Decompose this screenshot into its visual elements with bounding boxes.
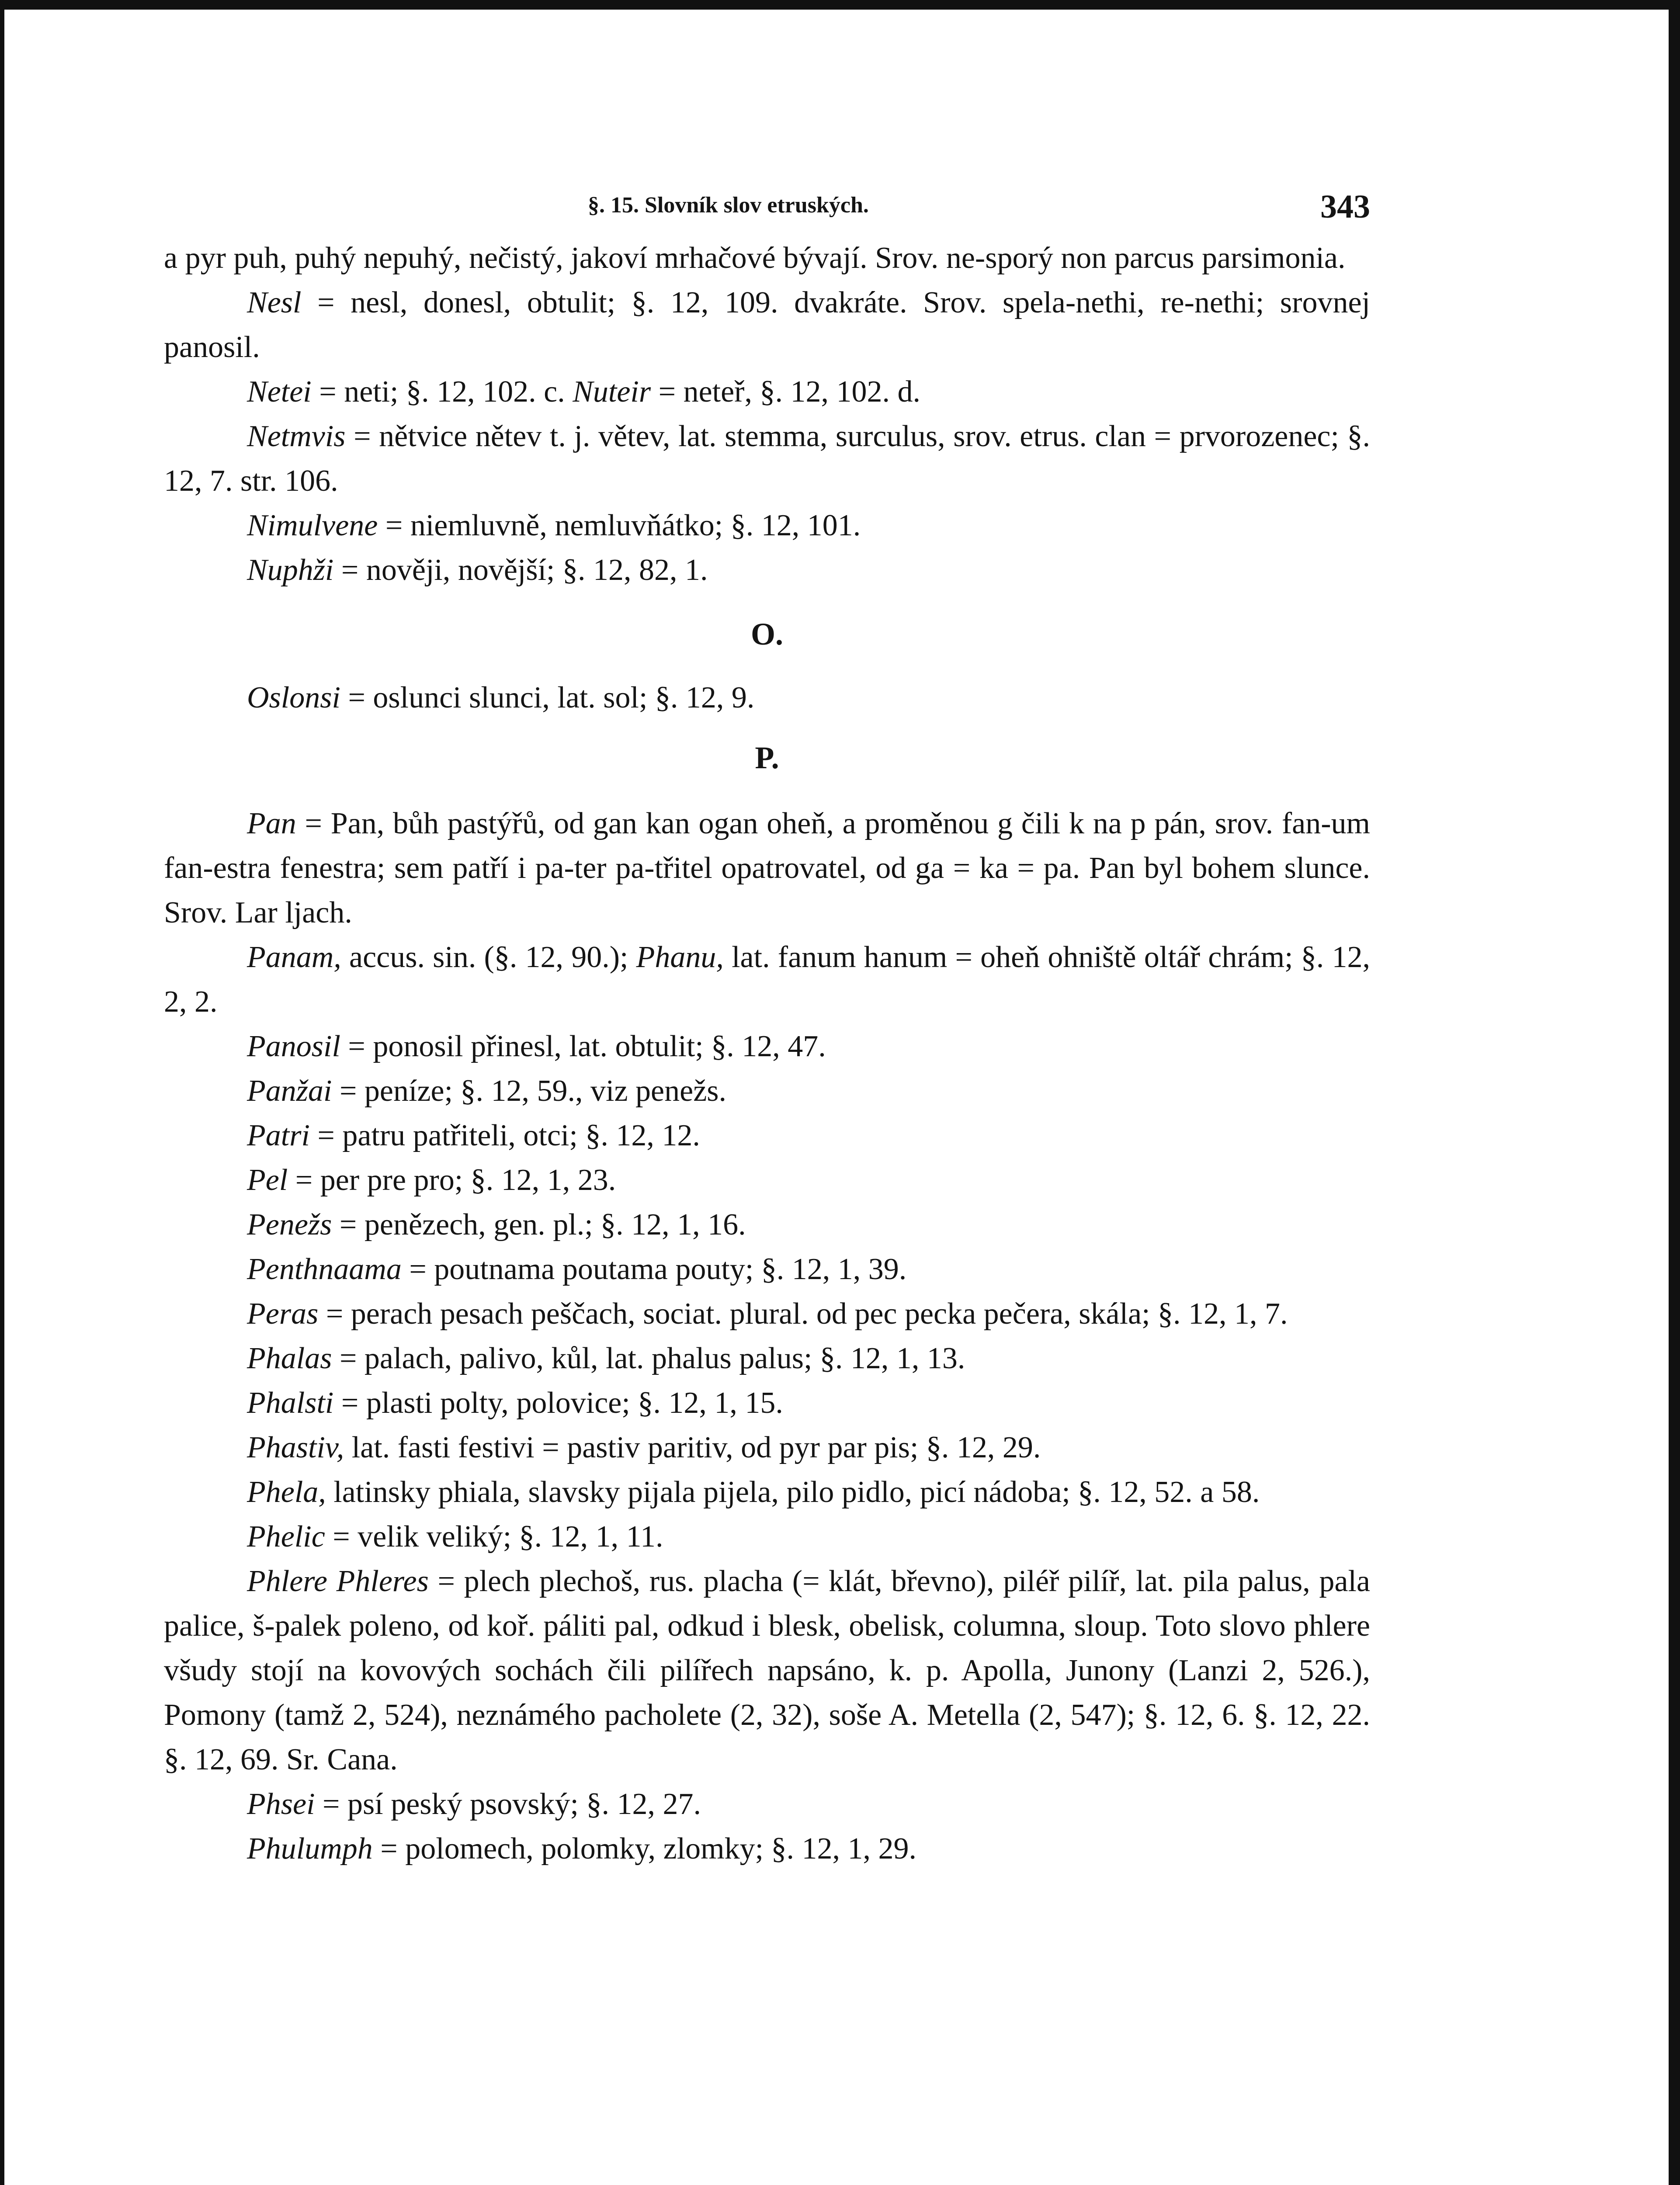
definition: = nověji, novější; §. 12, 82, 1. [333, 553, 708, 587]
definition: latinsky phiala, slavsky pijala pijela, pilo pidlo, picí nádoba; §. 12, 52. a 58. [326, 1475, 1260, 1509]
lemma: Penthnaama [247, 1252, 402, 1286]
lemma: Panosil [247, 1030, 340, 1063]
definition: = neti; §. 12, 102. c. [311, 375, 573, 409]
definition: = penězech, gen. pl.; §. 12, 1, 16. [332, 1208, 746, 1242]
lemma: Phela, [247, 1475, 326, 1509]
lemma: Phalsti [247, 1386, 334, 1420]
definition: = palach, palivo, kůl, lat. phalus palus; §. 12, 1, 13. [332, 1342, 965, 1375]
definition: accus. sin. (§. 12, 90.); [341, 940, 636, 974]
lemma: Phulumph [247, 1832, 373, 1866]
section-heading-o: O. [750, 617, 783, 652]
running-head: §. 15. Slovník slov etruských. [588, 193, 869, 218]
definition: = patru patřiteli, otci; §. 12, 12. [309, 1119, 700, 1152]
lemma: Peras [247, 1297, 319, 1331]
lemma: Oslonsi [247, 681, 340, 714]
lemma: Phanu, [636, 940, 724, 974]
entry-phsei [164, 1782, 1370, 1827]
entry-panam [164, 935, 1370, 1024]
entry-pel [164, 1158, 1370, 1203]
definition: lat. fasti festivi = pastiv paritiv, od pyr par pis; §. 12, 29. [344, 1431, 1041, 1464]
definition: lat. fanum hanum = oheň ohniště oltář chrám; §. 12, 2, 2. [164, 940, 1370, 1019]
lemma: Panam, [247, 940, 341, 974]
definition: = nesl, donesl, obtulit; §. 12, 109. dvakráte. Srov. spela-nethi, re-nethi; srovnej panosil. [164, 286, 1370, 364]
lemma: Nimulvene [247, 509, 378, 542]
section-heading-p: P. [755, 740, 779, 775]
entry-penezs [164, 1203, 1370, 1247]
page-number: 343 [1320, 188, 1370, 225]
entry-nuphzi [164, 548, 1370, 593]
entry-phelic [164, 1515, 1370, 1559]
lemma: Penežs [247, 1208, 332, 1242]
definition: = ponosil přinesl, lat. obtulit; §. 12, 47. [340, 1030, 826, 1063]
definition: = poutnama poutama pouty; §. 12, 1, 39. [401, 1252, 907, 1286]
entry-nesl [164, 281, 1370, 370]
definition: = polomech, polomky, zlomky; §. 12, 1, 29. [372, 1832, 917, 1866]
definition: = niemluvně, nemluvňátko; §. 12, 101. [378, 509, 861, 542]
entry-phulumph [164, 1827, 1370, 1871]
page-header [164, 188, 1370, 227]
entry-phela [164, 1470, 1370, 1515]
entry-penthnaama [164, 1247, 1370, 1292]
definition: = Pan, bůh pastýřů, od gan kan ogan oheň, a proměnou g čili k na p pán, srov. fan-um fan-estra fenestra; sem patří i pa-ter pa-třitel opatrovatel, od ga = ka = pa. Pan byl bohem slunce. Srov. Lar ljach. [164, 807, 1370, 929]
definition: = per pre pro; §. 12, 1, 23. [288, 1163, 616, 1197]
entry-netei [164, 370, 1370, 414]
lemma: Phlere Phleres [247, 1564, 429, 1598]
entry-phalas [164, 1336, 1370, 1381]
entry-phastiv [164, 1425, 1370, 1470]
definition: = perach pesach peščach, sociat. plural. od pec pecka pečera, skála; §. 12, 1, 7. [318, 1297, 1288, 1331]
section-heading-o-wrap [164, 593, 1370, 676]
lemma: Patri [247, 1119, 310, 1152]
lemma: Pel [247, 1163, 288, 1197]
definition: = peníze; §. 12, 59., viz penežs. [332, 1074, 727, 1108]
lemma: Nuphži [247, 553, 334, 587]
entry-oslonsi [164, 676, 1370, 720]
entry-panosil [164, 1024, 1370, 1069]
section-heading-p-wrap [164, 714, 1370, 801]
entry-peras [164, 1292, 1370, 1336]
definition: = velik veliký; §. 12, 1, 11. [325, 1520, 663, 1554]
definition: = nětvice nětev t. j. větev, lat. stemma, surculus, srov. etrus. clan = prvorozenec; §. 12, 7. str. 106. [164, 420, 1370, 498]
entry-phlere [164, 1559, 1370, 1782]
definition: = psí peský psovský; §. 12, 27. [315, 1787, 701, 1821]
scan-border-right [1669, 0, 1680, 2185]
lemma: Phelic [247, 1520, 325, 1554]
entry-netmvis [164, 414, 1370, 503]
lemma: Netmvis [247, 420, 346, 453]
entry-phalsti [164, 1381, 1370, 1425]
lemma: Nuteir [573, 375, 651, 409]
lemma: Nesl [247, 286, 302, 319]
definition: = plech plechoš, rus. placha (= klát, břevno), piléř pilíř, lat. pila palus, pala palice, š-palek poleno, od koř. páliti pal, odkud i blesk, obelisk, columna, sloup. Toto slovo phlere všudy stojí na kovových sochách čili pilířech napsáno, k. p. Apolla, Junony (Lanzi 2, 526.), Pomony (tamž 2, 524), neznámého pacholete (2, 32), soše A. Metella (2, 547); §. 12, 6. §. 12, 22. §. 12, 69. Sr. Cana. [164, 1564, 1370, 1776]
lemma: Netei [247, 375, 312, 409]
definition: = neteř, §. 12, 102. d. [651, 375, 920, 409]
scan-border-top [0, 0, 1680, 10]
entry-panzai [164, 1069, 1370, 1113]
lemma: Phsei [247, 1787, 315, 1821]
entry-patri [164, 1113, 1370, 1158]
definition: = oslunci slunci, lat. sol; §. 12, 9. [340, 681, 755, 714]
scan-border-left [0, 0, 4, 2185]
entry-nimulvene [164, 503, 1370, 548]
lemma: Phalas [247, 1342, 332, 1375]
definition: = plasti polty, polovice; §. 12, 1, 15. [333, 1386, 783, 1420]
lemma: Pan [247, 807, 296, 840]
lemma: Panžai [247, 1074, 332, 1108]
lemma: Phastiv, [247, 1431, 344, 1464]
dictionary-text [164, 236, 1370, 1871]
entry-pan [164, 801, 1370, 935]
entry-continuation: a pyr puh, puhý nepuhý, nečistý, jakoví mrhačové bývají. Srov. ne-sporý non parcus parsimonia. [164, 241, 1346, 275]
